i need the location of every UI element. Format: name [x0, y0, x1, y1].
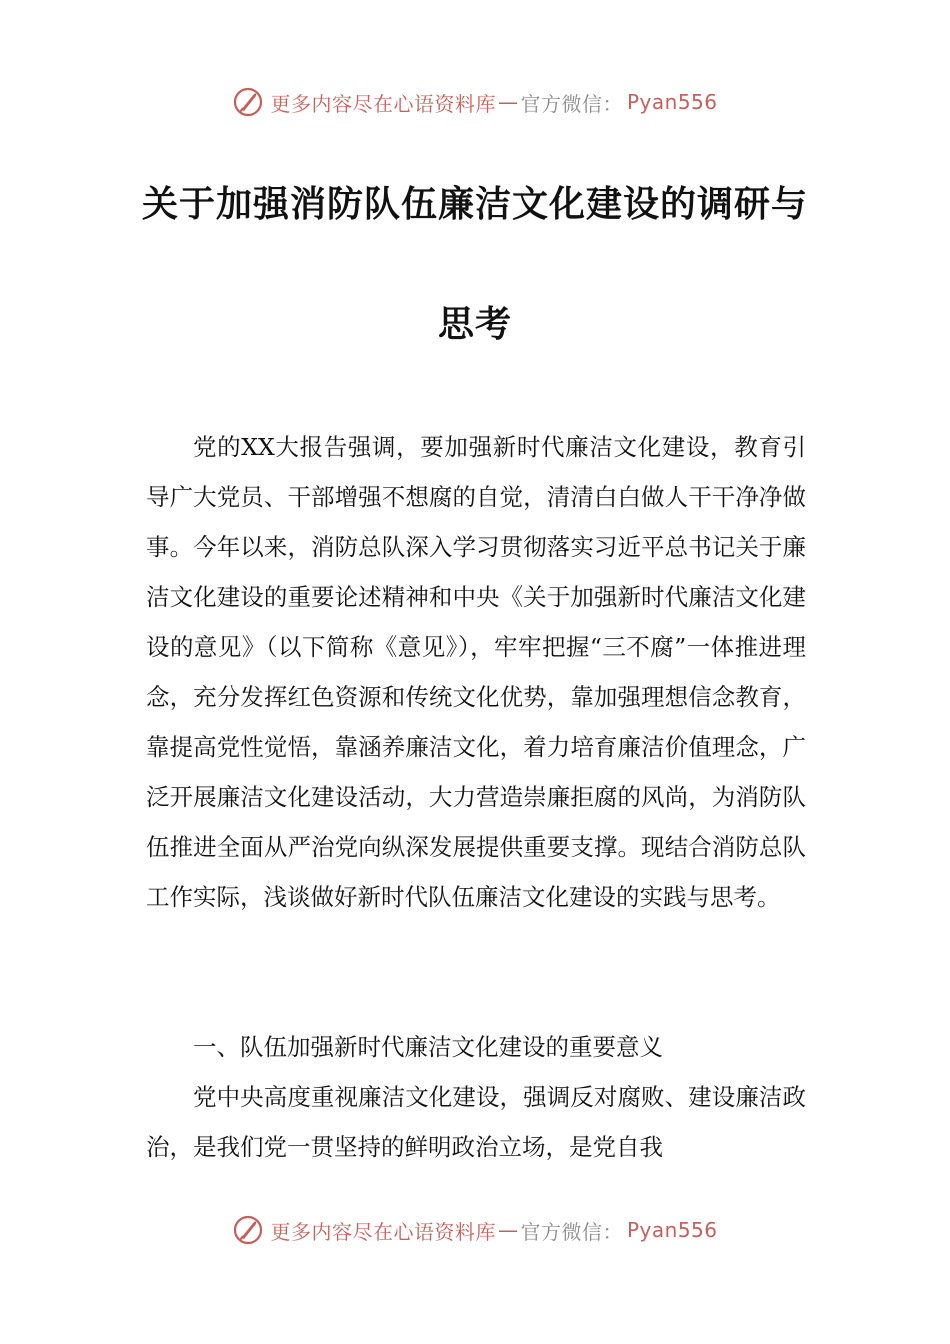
header-watermark-banner: [0, 82, 950, 122]
banner-wechat-id: Pyan556: [626, 1218, 718, 1242]
document-title-line-2: 思考: [437, 304, 512, 345]
banner-site-text: 更多内容尽在心语资料库: [270, 91, 496, 116]
document-title-line-1: 关于加强消防队伍廉洁文化建设的调研与: [141, 184, 808, 225]
banner-wechat-id: Pyan556: [626, 90, 718, 114]
paragraph-text: 党中央高度重视廉洁文化建设，强调反对腐败、建设廉洁政治，是我们党一贯坚持的鲜明政治立场，是党自我: [146, 1083, 806, 1161]
quill-pen-logo-icon: [232, 1214, 264, 1246]
banner-wechat-label: 官方微信：: [520, 1219, 623, 1244]
quill-pen-logo-icon: [232, 86, 264, 118]
banner-site-text: 更多内容尽在心语资料库: [270, 1219, 496, 1244]
footer-watermark-banner: [0, 1210, 950, 1250]
section-heading-text: 一、队伍加强新时代廉洁文化建设的重要意义: [193, 1033, 663, 1061]
banner-dash: —: [497, 1218, 519, 1242]
banner-wechat-label: 官方微信：: [520, 91, 623, 116]
banner-dash: —: [497, 90, 519, 114]
paragraph-text: 党的XX大报告强调，要加强新时代廉洁文化建设，教育引导广大党员、干部增强不想腐的自觉，清清白白做人干干净净做事。今年以来，消防总队深入学习贯彻落实习近平总书记关于廉洁文化建设的重要论述精神和中央《关于加强新时代廉洁文化建设的意见》（以下简称《意见》），牢牢把握“三不腐”一体推进理念，充分发挥红色资源和传统文化优势，靠加强理想信念教育，靠提高党性觉悟，靠涵养廉洁文化，着力培育廉洁价值理念，广泛开展廉洁文化建设活动，大力营造崇廉拒腐的风尚，为消防队伍推进全面从严治党向纵深发展提供重要支撑。现结合消防总队工作实际，浅谈做好新时代队伍廉洁文化建设的实践与思考。: [146, 433, 806, 911]
section-heading-1: [146, 1022, 806, 1072]
body-paragraph-1: [146, 422, 806, 922]
body-paragraph-2: [146, 1072, 806, 1172]
